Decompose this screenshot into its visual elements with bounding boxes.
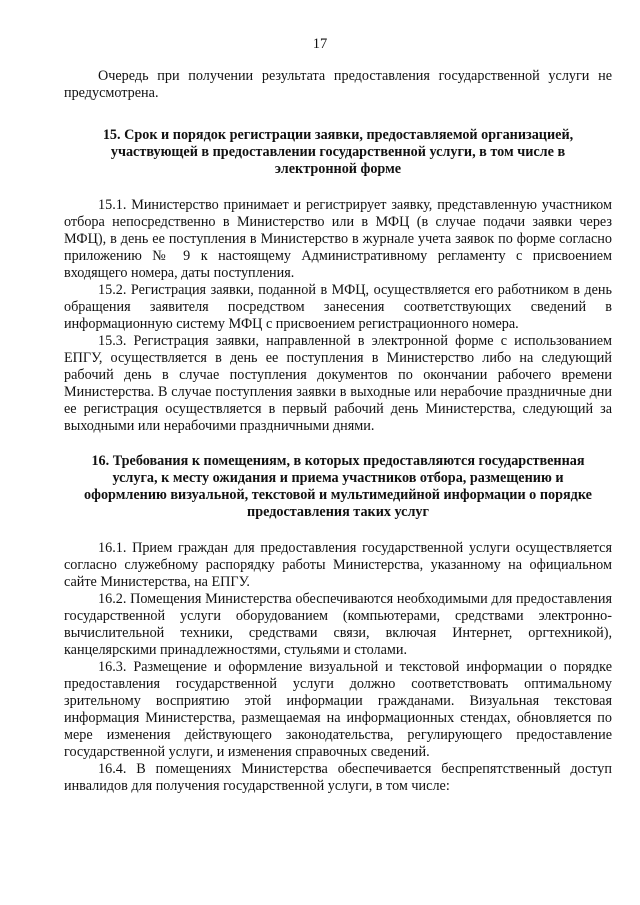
paragraph-16-1: 16.1. Прием граждан для предоставления государственной услуги осуществляется согласно служебному распорядку работы Министерства, указанному на официальном сайте Министерства, на ЕПГУ. xyxy=(64,540,612,590)
section-16-heading: 16. Требования к помещениям, в которых предоставляются государственная услуга, к месту ожидания и приема участников отбора, размещению и оформлению визуальной, текстовой и мультимедийной информации о порядке предоставления таких услуг xyxy=(84,453,592,520)
paragraph-15-1: 15.1. Министерство принимает и регистрирует заявку, представленную участником отбора непосредственно в Министерство или в МФЦ (в случае подачи заявки через МФЦ), в день ее поступления в Министерство в журнале учета заявок по форме согласно приложению № 9 к настоящему Административному регламенту с присвоением входящего номера, даты поступления. xyxy=(64,197,612,281)
section-16-body xyxy=(64,540,612,795)
paragraph-16-4: 16.4. В помещениях Министерства обеспечивается беспрепятственный доступ инвалидов для получения государственной услуги, в том числе: xyxy=(64,761,612,794)
paragraph-15-3: 15.3. Регистрация заявки, направленной в электронной форме с использованием ЕПГУ, осуществляется в день ее поступления в Министерство либо на следующий рабочий день в случае поступления документов по окончании рабочего времени Министерства. В случае поступления заявки в выходные или нерабочие праздничные дни ее регистрация осуществляется в первый рабочий день Министерства, следующий за выходными или нерабочими праздничными днями. xyxy=(64,333,612,434)
paragraph-15-2: 15.2. Регистрация заявки, поданной в МФЦ, осуществляется его работником в день обращения заявителя посредством занесения соответствующих сведений в информационную систему МФЦ с присвоением регистрационного номера. xyxy=(64,282,612,332)
intro-paragraph: Очередь при получении результата предоставления государственной услуги не предусмотрена. xyxy=(64,68,612,101)
paragraph-16-2: 16.2. Помещения Министерства обеспечиваются необходимыми для предоставления государственной услуги оборудованием (компьютерами, средствами электронно-вычислительной техники, средствами связи, включая Интернет, оргтехникой), канцелярскими принадлежностями, стульями и столами. xyxy=(64,591,612,658)
section-15-heading: 15. Срок и порядок регистрации заявки, предоставляемой организацией, участвующей в предоставлении государственной услуги, в том числе в электронной форме xyxy=(102,127,574,177)
document-body xyxy=(64,68,612,795)
page-number: 17 xyxy=(312,36,328,52)
paragraph-16-3: 16.3. Размещение и оформление визуальной и текстовой информации о порядке предоставления государственной услуги должно соответствовать оптимальному зрительному восприятию этой информации гражданами. Визуальная текстовая информация Министерства, размещаемая на информационных стендах, обновляется по мере изменения действующего законодательства, регулирующего предоставление государственной услуги, и изменения справочных сведений. xyxy=(64,659,612,760)
section-15-body xyxy=(64,197,612,435)
